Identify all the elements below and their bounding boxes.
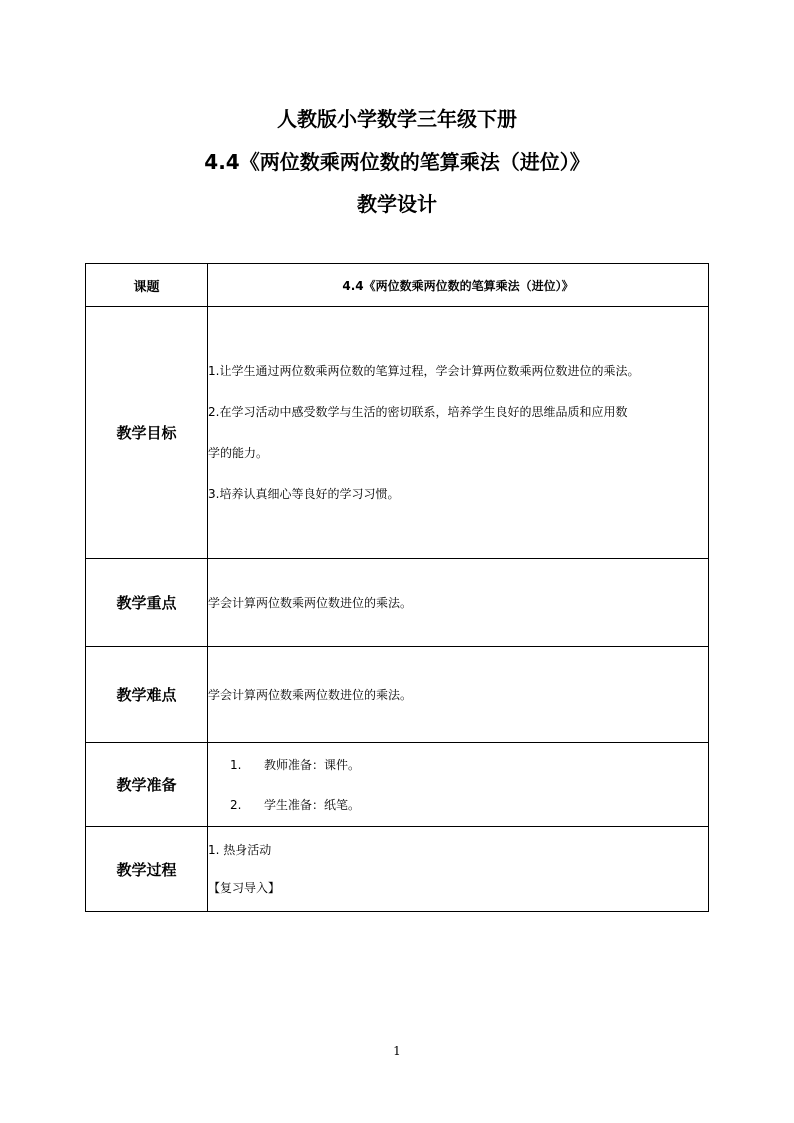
table-row-process xyxy=(86,827,709,912)
difficulty-label: 教学难点 xyxy=(86,647,208,743)
list-item-number: 2. xyxy=(230,797,242,812)
list-item xyxy=(208,745,708,785)
goal-item: 2.在学习活动中感受数学与生活的密切联系，培养学生良好的思维品质和应用数 xyxy=(208,404,628,419)
table-row-goals xyxy=(86,307,709,559)
process-item: 【复习导入】 xyxy=(208,881,281,895)
list-item-text: 教师准备：课件。 xyxy=(264,757,361,772)
document-title-grade: 人教版小学数学三年级下册 xyxy=(277,107,517,131)
page-number: 1 xyxy=(393,1044,401,1058)
goals-label: 教学目标 xyxy=(86,307,208,559)
list-item-text: 学生准备：纸笔。 xyxy=(264,797,361,812)
process-item: 1. 热身活动 xyxy=(208,843,272,857)
difficulty-value: 学会计算两位数乘两位数进位的乘法。 xyxy=(208,647,709,743)
topic-value: 4.4《两位数乘两位数的笔算乘法（进位）》 xyxy=(208,264,709,307)
goals-content xyxy=(208,307,709,559)
preparation-content xyxy=(208,743,709,827)
table-row-difficulty xyxy=(86,647,709,743)
process-content xyxy=(208,827,709,912)
lesson-plan-table xyxy=(85,263,709,912)
topic-label: 课题 xyxy=(86,264,208,307)
process-label: 教学过程 xyxy=(86,827,208,912)
goal-item: 学的能力。 xyxy=(208,445,269,460)
document-title-lesson: 4.4《两位数乘两位数的笔算乘法（进位）》 xyxy=(204,150,590,174)
key-point-value: 学会计算两位数乘两位数进位的乘法。 xyxy=(208,559,709,647)
preparation-label: 教学准备 xyxy=(86,743,208,827)
document-title-type: 教学设计 xyxy=(357,192,437,216)
list-item-number: 1. xyxy=(230,757,242,772)
table-row-topic xyxy=(86,264,709,307)
key-point-label: 教学重点 xyxy=(86,559,208,647)
table-row-key-point xyxy=(86,559,709,647)
goal-item: 1.让学生通过两位数乘两位数的笔算过程，学会计算两位数乘两位数进位的乘法。 xyxy=(208,363,640,378)
goal-item: 3.培养认真细心等良好的学习习惯。 xyxy=(208,486,400,501)
table-row-preparation xyxy=(86,743,709,827)
list-item xyxy=(208,785,708,825)
